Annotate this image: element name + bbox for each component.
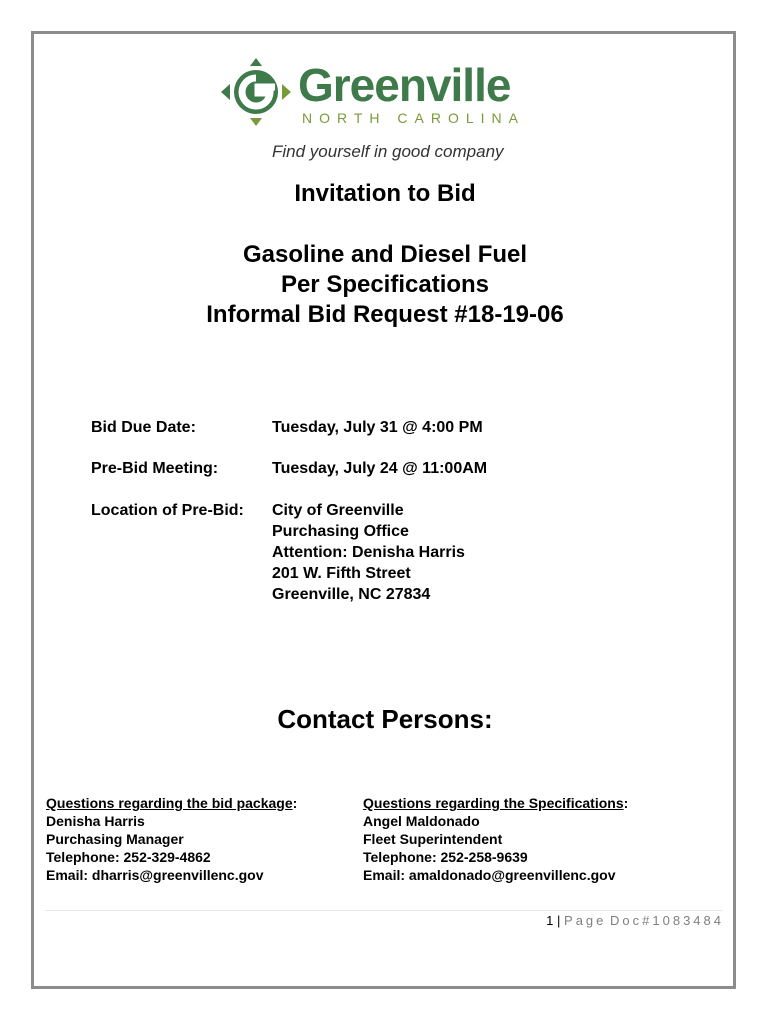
bid-due-label: Bid Due Date:	[91, 419, 196, 436]
contacts-heading: Contact Persons:	[277, 704, 493, 734]
brand-name: Greenville	[298, 59, 511, 111]
document-subtitle	[0, 240, 770, 330]
prebid-location-label: Location of Pre-Bid:	[91, 502, 244, 519]
contact-phone: Telephone: 252-258-9639	[363, 849, 528, 865]
bid-due-value: Tuesday, July 31 @ 4:00 PM	[272, 419, 483, 436]
contact-name: Angel Maldonado	[363, 813, 480, 829]
contact-email: Email: amaldonado@greenvillenc.gov	[363, 867, 616, 883]
contact-phone: Telephone: 252-329-4862	[46, 849, 211, 865]
brand-state: NORTH CAROLINA	[302, 110, 525, 126]
address-line: City of Greenville	[272, 502, 404, 519]
address-line: Greenville, NC 27834	[272, 586, 431, 603]
prebid-meeting-label: Pre-Bid Meeting:	[91, 460, 219, 477]
contact-title: Fleet Superintendent	[363, 831, 503, 847]
footer-page-word: Page	[564, 913, 607, 928]
footer-divider	[45, 910, 722, 911]
brand-tagline: Find yourself in good company	[272, 142, 504, 161]
page-footer	[546, 913, 724, 928]
contact-bid-package	[46, 794, 297, 884]
prebid-location-address	[272, 500, 465, 605]
subtitle-line: Per Specifications	[280, 271, 490, 298]
greenville-g-mark-icon	[218, 56, 298, 136]
contact-specifications	[363, 794, 628, 884]
subtitle-line: Gasoline and Diesel Fuel	[242, 241, 528, 268]
address-line: Purchasing Office	[272, 523, 409, 540]
contact-heading: Questions regarding the bid package:	[46, 795, 298, 811]
subtitle-line: Informal Bid Request #18-19-06	[206, 301, 564, 328]
contact-title: Purchasing Manager	[46, 831, 184, 847]
contact-heading: Questions regarding the Specifications:	[363, 795, 629, 811]
footer-doc-id: Doc#1083484	[610, 913, 724, 928]
contact-email: Email: dharris@greenvillenc.gov	[46, 867, 264, 883]
address-line: 201 W. Fifth Street	[272, 565, 411, 582]
prebid-meeting-value: Tuesday, July 24 @ 11:00AM	[272, 460, 488, 477]
address-line: Attention: Denisha Harris	[272, 544, 465, 561]
page-number: 1	[546, 913, 554, 928]
footer-separator: |	[557, 913, 561, 928]
contact-name: Denisha Harris	[46, 813, 145, 829]
document-title: Invitation to Bid	[294, 180, 476, 207]
